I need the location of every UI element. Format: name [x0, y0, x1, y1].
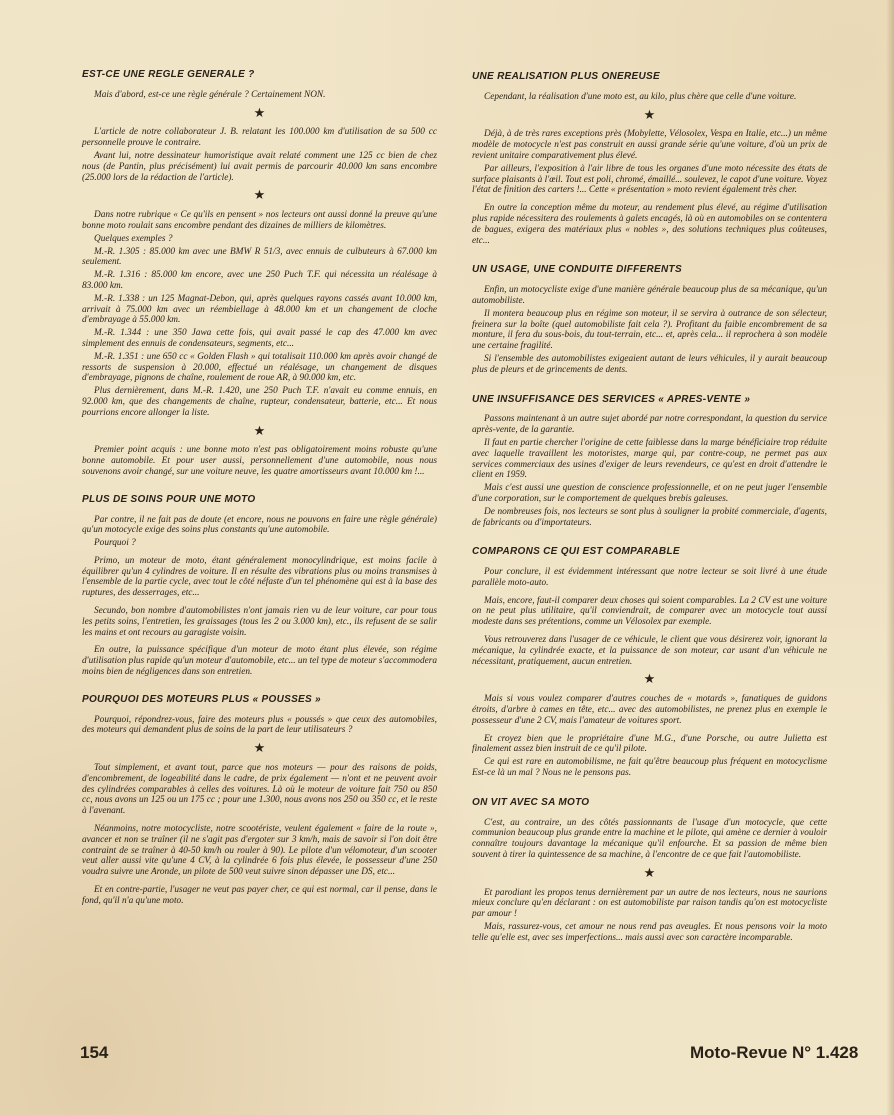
- section-heading: POURQUOI DES MOTEURS PLUS « POUSSES »: [82, 693, 321, 705]
- paragraph: Mais, rassurez-vous, cet amour ne nous rend pas aveugles. Et nous pensons voir la moto telle qu'elle est, avec ses imperfections... mais aussi avec son caractère incomparable.: [472, 922, 827, 943]
- right-column: [472, 70, 827, 951]
- paragraph: Secundo, bon nombre d'automobilistes n'ont jamais rien vu de leur voiture, car pour tous les petits soins, l'entretien, les graissages (tous les 2 ou 3.000 km), etc., ils refusent de se salir les mains et ont recours au garagiste voisin.: [82, 606, 437, 638]
- paragraph: M.-R. 1.338 : un 125 Magnat-Debon, qui, après quelques rayons cassés avant 10.000 km, arrivait à 75.000 km avec un réembiellage à 48.000 km et un changement de cloche d'embrayage à 55.000 km.: [82, 293, 437, 326]
- star-ornament-icon: ★: [253, 422, 266, 438]
- page-number: 154: [80, 1043, 109, 1062]
- paragraph: En outre la conception même du moteur, au rendement plus élevé, au régime d'utilisation plus rapide nécessitera des roulements à galets encagés, là où en automobiles on se contentera de bagues, exigera des matériaux plus « nobles », des solutions techniques plus coûteuses, etc...: [472, 203, 827, 246]
- paragraph: Passons maintenant à un autre sujet abordé par notre correspondant, la question du service après-vente, de la garantie.: [472, 414, 827, 436]
- star-ornament-icon: ★: [643, 671, 656, 687]
- paragraph: Il faut en partie chercher l'origine de cette faiblesse dans la marge bénéficiaire trop réduite avec laquelle travaillent les motoristes, marge qui, par contre-coup, ne permet pas aux services commerciaux des usines d'exiger de leurs revendeurs, ce qu'est en droit d'attendre le client en 1959.: [472, 437, 827, 481]
- paragraph: Mais si vous voulez comparer d'autres couches de « motards », fanatiques de guidons étroits, d'arbre à cames en tête, etc... avec des automobilistes, ne prenez plus en exemple le possesseur d'une 2 CV, mais l'amateur de voitures sport.: [472, 694, 827, 726]
- section-heading: EST-CE UNE REGLE GENERALE ?: [82, 69, 255, 80]
- paragraph: Quelques exemples ?: [94, 233, 173, 244]
- star-ornament-icon: ★: [643, 864, 656, 880]
- paragraph: Pourquoi, répondrez-vous, faire des moteurs plus « poussés » que ceux des automobiles, des moteurs qui demandent plus de soins de la part de leur utilisateurs ?: [82, 714, 437, 736]
- paragraph: Il montera beaucoup plus en régime son moteur, il se servira à outrance de son sélecteur, freinera sur la boîte (quel automobiliste fait cela ?). Profitant du faible encombrement de sa monture, il fera du sous-bois, du tout-terrain, etc... et, après cela... il reprochera à son modèle une certaine fragilité.: [472, 308, 827, 352]
- paragraph: M.-R. 1.305 : 85.000 km avec une BMW R 51/3, avec ennuis de culbuteurs à 67.000 km seulement.: [82, 246, 437, 268]
- paragraph: M.-R. 1.316 : 85.000 km encore, avec une 250 Puch T.F. qui nécessita un réalésage à 83.000 km.: [82, 270, 437, 291]
- paragraph: Mais, encore, faut-il comparer deux choses qui soient comparables. La 2 CV est une voiture on ne peut plus utilitaire, qu'il conviendrait, de comparer avec un motocycle tout aussi modeste dans ses prétentions, comme un Vélosolex par exemple.: [472, 595, 827, 628]
- star-ornament-icon: ★: [253, 104, 266, 120]
- star-ornament-icon: ★: [253, 187, 266, 203]
- section-heading: ON VIT AVEC SA MOTO: [472, 796, 590, 808]
- paragraph: Mais d'abord, est-ce une règle générale ? Certainement NON.: [94, 89, 326, 100]
- left-column: [82, 70, 437, 914]
- paragraph: En outre, la puissance spécifique d'un moteur de moto étant plus élevée, son régime d'utilisation plus rapide qu'un moteur d'automobile, etc... un tel type de moteur s'accommodera moins bien de négligences dans son entretien.: [82, 645, 437, 678]
- paragraph: L'article de notre collaborateur J. B. relatant les 100.000 km d'utilisation de sa 500 cc personnelle prouve le contraire.: [82, 127, 437, 149]
- paragraph: Enfin, un motocycliste exige d'une manière générale beaucoup plus de sa mécanique, qu'un automobiliste.: [472, 285, 827, 306]
- paragraph: M.-R. 1.344 : une 350 Jawa cette fois, qui avait passé le cap des 47.000 km avec simplement des ennuis de condensateurs, segments, etc...: [82, 328, 437, 349]
- paragraph: Plus dernièrement, dans M.-R. 1.420, une 250 Puch T.F. n'avait eu comme ennuis, en 92.000 km, que des changements de chaîne, rupteur, condensateur, batterie, etc... Et nous pourrions encore allonger la liste.: [82, 386, 437, 418]
- paragraph: Cependant, la réalisation d'une moto est, au kilo, plus chère que celle d'une voiture.: [484, 91, 797, 102]
- paragraph: Dans notre rubrique « Ce qu'ils en pensent » nos lecteurs ont aussi donné la preuve qu'une bonne moto roulait sans encombre pendant des dizaines de milliers de kilomètres.: [82, 210, 437, 231]
- star-ornament-icon: ★: [643, 106, 656, 122]
- paragraph: Pourquoi ?: [94, 538, 136, 549]
- section-heading: UNE INSUFFISANCE DES SERVICES « APRES-VENTE »: [472, 393, 751, 405]
- paragraph: De nombreuses fois, nos lecteurs se sont plus à souligner la probité commerciale, d'agents, de fabricants ou d'importateurs.: [472, 506, 827, 528]
- paragraph: Si l'ensemble des automobilistes exigeaient autant de leurs véhicules, il y aurait beaucoup plus de pleurs et de grincements de dents.: [472, 353, 827, 375]
- section-heading: UN USAGE, UNE CONDUITE DIFFERENTS: [472, 264, 682, 276]
- paragraph: C'est, au contraire, un des côtés passionnants de l'usage d'un motocycle, que cette communion beaucoup plus grande entre la machine et le pilote, qui amène ce dernier à vouloir connaître toujours davantage la mécanique qu'il enfourche. Et sa passion de même bien souvent à tirer la quintessence de sa machine, à l'encontre de ce que fait l'automobiliste.: [472, 817, 827, 861]
- magazine-issue: Moto-Revue N° 1.428: [690, 1043, 859, 1062]
- paragraph: Et parodiant les propos tenus dernièrement par un autre de nos lecteurs, nous ne saurions mieux conclure qu'en déclarant : on est automobiliste par raison tandis qu'on est motocycliste par amour !: [472, 887, 827, 920]
- paragraph: M.-R. 1.351 : une 650 cc « Golden Flash » qui totalisait 110.000 km après avoir changé de ressorts de suspension à 20.000, effectué un réalésage, un changement de disques d'embrayage, pignons de chaîne, roulement de roue AR, à 90.000 km, etc.: [82, 351, 437, 384]
- paragraph: Et en contre-partie, l'usager ne veut pas payer cher, ce qui est normal, car il pense, dans le fond, qu'il n'a qu'une moto.: [82, 885, 437, 906]
- paragraph: Ce qui est rare en automobilisme, ne fait qu'être beaucoup plus fréquent en motocyclisme Est-ce là un mal ? Nous ne le pensons pas.: [472, 757, 827, 779]
- paragraph: Et croyez bien que le propriétaire d'une M.G., d'une Porsche, ou autre Julietta est finalement assez bien instruit de ce qu'il pilote.: [472, 733, 827, 755]
- paragraph: Avant lui, notre dessinateur humoristique avait relaté comment une 125 cc bien de chez nous (de Pantin, plus précisément) lui avait permis de parcourir 40.000 km sans encombre (25.000 lors de la rédaction de l'article).: [82, 150, 437, 183]
- paragraph: Pour conclure, il est évidemment intéressant que notre lecteur se soit livré à une étude parallèle moto-auto.: [472, 567, 827, 588]
- paragraph: Premier point acquis : une bonne moto n'est pas obligatoirement moins robuste qu'une bonne automobile. Et pour user aussi, personnellement d'une automobile, nous nous souvenons avoir changé, sur une voiture neuve, les quatre amortisseurs avant 10.000 km !...: [82, 445, 437, 477]
- paragraph: Vous retrouverez dans l'usager de ce véhicule, le client que vous désirerez voir, ignorant la mécanique, la cylindrée exacte, et la puissance de son moteur, car usant d'un véhicule ne nécessitant, pratiquement, aucun entretien.: [472, 635, 827, 667]
- section-heading: PLUS DE SOINS POUR UNE MOTO: [82, 493, 256, 505]
- paragraph: Néanmoins, notre motocycliste, notre scootériste, veulent également « faire de la route », avancer et non se traîner (il ne s'agit pas d'ergoter sur 3 km/h, mais de savoir si l'on doit être contraint de se traîner à 40-50 km/h ou rouler à 90). Le pilote d'un vélomoteur, d'un scooter veut aller aussi vite qu'une 4 CV, à la cylindrée 6 fois plus élevée, le possesseur d'une 250 voudra suivre une Aronde, un pilote de 500 veut suivre sinon dépasser une DS, etc...: [82, 824, 437, 878]
- star-ornament-icon: ★: [253, 740, 266, 756]
- section-heading: COMPARONS CE QUI EST COMPARABLE: [472, 546, 680, 558]
- section-heading: UNE REALISATION PLUS ONEREUSE: [472, 71, 660, 82]
- paragraph: Tout simplement, et avant tout, parce que nos moteurs — pour des raisons de poids, d'encombrement, de logeabilité dans le cadre, de prix également — n'ont et ne peuvent avoir des cylindrées comparables à celles des voitures. Là où le moteur de voiture fait 750 ou 850 cc, nous avons un 125 ou un 175 cc ; pour une 1.300, nous avons nos 250 ou 350 cc, et le reste à l'avenant.: [82, 763, 437, 817]
- paragraph: Primo, un moteur de moto, étant généralement monocylindrique, est moins facile à équilibrer qu'un 4 cylindres de voiture. Il en résulte des vibrations plus ou moins transmises à l'ensemble de la partie cycle, avec tout le côté néfaste d'un tel phénomène qui est à la base des ruptures, des desserrages, etc...: [82, 555, 437, 599]
- paragraph: Par ailleurs, l'exposition à l'air libre de tous les organes d'une moto nécessite des états de surface plaisants à l'œil. Tout est poli, chromé, émaillé... soulevez, le capot d'une voiture. Voyez l'état de finition des carters !... Cette « présentation » moto revient également très cher.: [472, 163, 827, 196]
- paragraph: Mais c'est aussi une question de conscience professionnelle, et on ne peut juger l'ensemble d'une corporation, sur le comportement de quelques brebis galeuses.: [472, 483, 827, 504]
- paragraph: Par contre, il ne fait pas de doute (et encore, nous ne pouvons en faire une règle générale) qu'un motocycle exige des soins plus constants qu'une automobile.: [82, 514, 437, 536]
- paragraph: Déjà, à de très rares exceptions près (Mobylette, Vélosolex, Vespa en Italie, etc...) un même modèle de motocycle n'est pas construit en aussi grande série qu'une voiture, d'où un prix de revient unitaire comparativement plus élevé.: [472, 129, 827, 161]
